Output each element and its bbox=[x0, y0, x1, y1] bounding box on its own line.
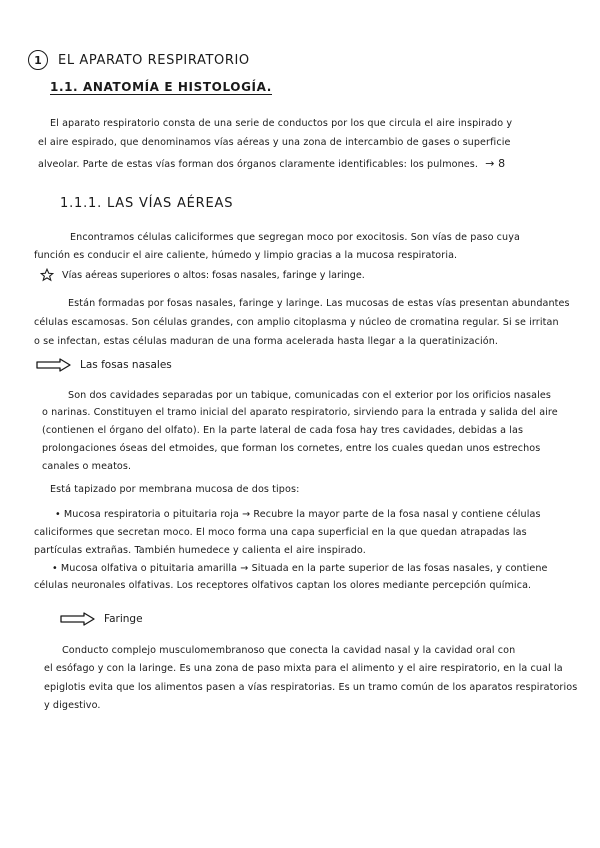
intro-line-2: el aire espirado, que denominamos vías aéreas y una zona de intercambio de gases o superficie bbox=[38, 137, 511, 148]
tapizado-line: Está tapizado por membrana mucosa de dos tipos: bbox=[50, 484, 300, 495]
double-arrow-icon bbox=[36, 358, 72, 372]
vias-sup-line-3: o se infectan, estas células maduran de una forma acelerada hasta llegar a la queratinización. bbox=[34, 336, 499, 347]
section-heading bbox=[50, 80, 272, 94]
fosas-line-1: Son dos cavidades separadas por un tabique, comunicadas con el exterior por los orificios nasales bbox=[68, 390, 551, 401]
chapter-number: 1 bbox=[28, 50, 48, 70]
bullet2-line-2: células neuronales olfativas. Los receptores olfativos captan los olores mediante percepción química. bbox=[34, 580, 532, 591]
fosas-line-3: (contienen el órgano del olfato). En la parte lateral de cada fosa hay tres cavidades, debidas a las bbox=[42, 425, 524, 436]
intro-line-1: El aparato respiratorio consta de una serie de conductos por los que circula el aire inspirado y bbox=[50, 118, 513, 129]
bullet1-line-1: • Mucosa respiratoria o pituitaria roja → Recubre la mayor parte de la fosa nasal y contiene células bbox=[55, 509, 541, 520]
faringe-line-3: epiglotis evita que los alimentos pasen a vías respiratorias. Es un tramo común de los aparatos respiratorios bbox=[44, 682, 578, 693]
fosas-line-4: prolongaciones óseas del etmoides, que forman los cornetes, entre los cuales quedan unos estrechos bbox=[42, 443, 541, 454]
chapter-title-text: EL APARATO RESPIRATORIO bbox=[58, 52, 250, 68]
faringe-label: Faringe bbox=[104, 613, 143, 625]
faringe-line-4: y digestivo. bbox=[44, 700, 101, 711]
faringe-line-2: el esófago y con la laringe. Es una zona de paso mixta para el alimento y el aire respiratorio, en la cual la bbox=[44, 663, 563, 674]
subsection-heading: 1.1.1. LAS VÍAS AÉREAS bbox=[60, 196, 234, 211]
section-heading-text: 1.1. ANATOMÍA E HISTOLOGÍA. bbox=[50, 80, 272, 94]
fosas-heading bbox=[36, 358, 172, 372]
vias-intro-line-2: función es conducir el aire caliente, húmedo y limpio gracias a la mucosa respiratoria. bbox=[34, 250, 458, 261]
faringe-line-1: Conducto complejo musculomembranoso que conecta la cavidad nasal y la cavidad oral con bbox=[62, 645, 516, 656]
fosas-label: Las fosas nasales bbox=[80, 359, 172, 371]
bullet2-line-1: • Mucosa olfativa o pituitaria amarilla → Situada en la parte superior de las fosas nasales, y contiene bbox=[52, 563, 548, 574]
star-icon bbox=[40, 268, 54, 282]
bullet1-line-2: caliciformes que secretan moco. El moco forma una capa superficial en la que quedan atrapadas las bbox=[34, 527, 527, 538]
double-arrow-icon bbox=[60, 612, 96, 626]
vias-superiores-heading bbox=[40, 268, 365, 282]
intro-line-3-text: alveolar. Parte de estas vías forman dos órganos claramente identificables: los pulmones. bbox=[38, 159, 479, 170]
faringe-heading bbox=[60, 612, 143, 626]
vias-sup-line-2: células escamosas. Son células grandes, con amplio citoplasma y núcleo de cromatina regular. Si se irritan bbox=[34, 317, 559, 328]
vias-sup-line-1: Están formadas por fosas nasales, faringe y laringe. Las mucosas de estas vías presentan abundantes bbox=[68, 298, 570, 309]
fosas-line-2: o narinas. Constituyen el tramo inicial del aparato respiratorio, sirviendo para la entrada y salida del aire bbox=[42, 407, 558, 418]
vias-intro-line-1: Encontramos células caliciformes que segregan moco por exocitosis. Son vías de paso cuya bbox=[70, 232, 520, 243]
intro-line-3 bbox=[38, 157, 505, 170]
vias-superiores-label: Vías aéreas superiores o altos: fosas nasales, faringe y laringe. bbox=[62, 269, 365, 281]
fosas-line-5: canales o meatos. bbox=[42, 461, 132, 472]
page-reference: → 8 bbox=[485, 157, 506, 170]
bullet1-line-3: partículas extrañas. También humedece y calienta el aire inspirado. bbox=[34, 545, 366, 556]
chapter-title bbox=[28, 50, 250, 70]
